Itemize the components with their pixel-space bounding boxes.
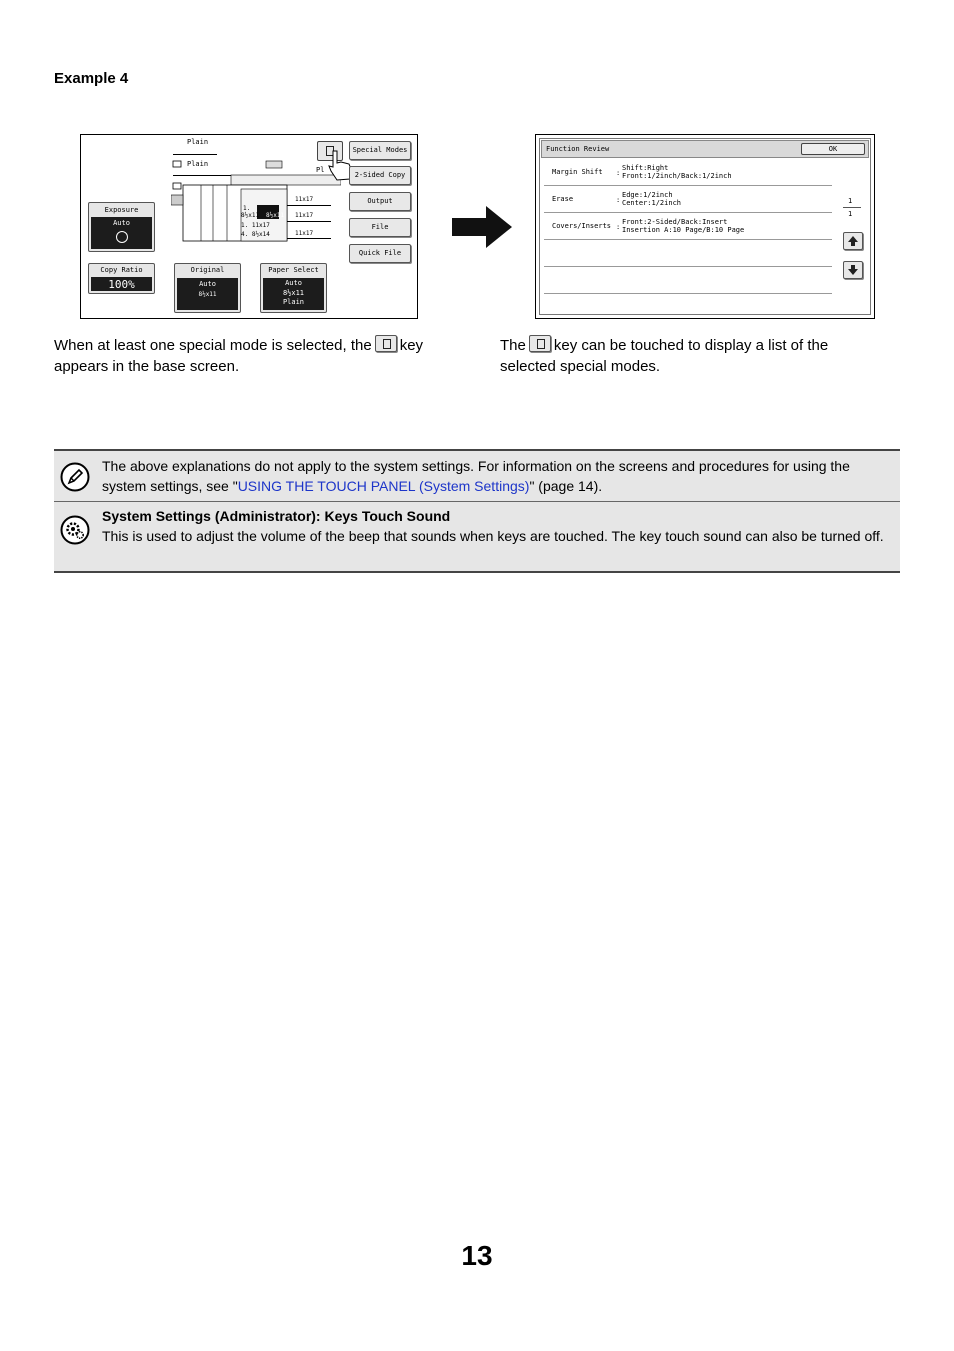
row-divider [544,293,832,294]
note-text-2 [102,507,892,546]
paper-select-key[interactable] [260,263,327,313]
function-review-key-icon [529,335,551,352]
function-review-title: Function Review [546,145,610,153]
original-value: Auto [199,280,216,288]
row-value-covers-inserts [622,218,744,234]
caption-left [54,335,469,377]
scroll-down-button[interactable] [843,261,863,279]
row-value-line1: Front:2-Sided/Back:Insert [622,218,728,226]
paper-select-label: Paper Select [268,266,319,274]
divider [173,154,217,155]
row-colon: : [616,196,621,204]
copy-ratio-label: Copy Ratio [100,266,143,274]
note-text-1 [102,457,892,496]
two-sided-copy-button[interactable]: 2-Sided Copy [349,166,411,185]
row-value-line2: Front:1/2inch/Back:1/2inch [622,172,732,180]
exposure-icon [116,231,128,243]
caption-right-text-1: The [500,337,526,354]
base-screen-illustration [80,134,418,319]
example-heading: Example 4 [54,70,129,87]
caption-left-text-2: key appears in the base screen. [54,337,424,375]
page-current: 1 [848,197,853,205]
original-key[interactable] [174,263,241,313]
tray-1: 1. [243,205,251,212]
tray-size-a: 11x17 [295,196,314,203]
arrow-down-icon [844,262,862,278]
plain-label-2: Plain [187,160,209,168]
system-settings-link[interactable]: USING THE TOUCH PANEL (System Settings) [237,477,530,494]
page-total: 1 [848,210,853,218]
function-review-screen [535,134,875,319]
note-text-1-after: " (page 14). [529,477,603,494]
row-value-line2: Insertion A:10 Page/B:10 Page [622,226,745,234]
page-divider [843,207,861,208]
function-review-title-bar [541,140,869,158]
divider [287,205,331,206]
page-number: 13 [461,1240,493,1271]
tray-size-c: 11x17 [295,230,314,237]
tray-size-b: 11x17 [295,212,314,219]
row-colon: : [616,169,621,177]
quick-file-button[interactable]: Quick File [349,244,411,263]
note-text-1-before: The above explanations do not apply to the system settings. For information on the screens and procedures for using the system settings, see " [102,458,850,494]
tray-3: 1. 11x17 [241,222,270,229]
divider [287,221,331,222]
paper-select-line3: Plain [282,298,305,306]
original-size: 8½x11 [198,291,217,298]
exposure-value: Auto [113,219,130,227]
file-button[interactable]: File [349,218,411,237]
original-label: Original [190,266,225,274]
row-divider [544,185,832,186]
row-name-covers-inserts: Covers/Inserts [552,222,612,230]
output-button[interactable]: Output [349,192,411,211]
caption-right-text-2: key can be touched to display a list of the selected special modes. [500,337,829,375]
paper-select-line1: Auto [285,279,302,287]
note-2-body: This is used to adjust the volume of the beep that sounds when keys are touched. The key touch sound can also be turned off. [102,527,884,544]
row-name-margin-shift: Margin Shift [552,168,603,176]
copy-ratio-key[interactable] [88,263,155,294]
paper-select-line2: 8½x11 [282,288,305,297]
special-modes-button[interactable]: Special Modes [349,141,411,160]
system-settings-gear-icon [60,515,90,545]
row-divider [544,212,832,213]
note-divider [54,501,900,502]
pl-label: Pl [316,166,325,174]
row-value-erase [622,191,681,207]
right-arrow-icon [452,206,512,248]
row-value-margin-shift [622,164,732,180]
caption-left-text-1: When at least one special mode is selected, the [54,337,372,354]
pencil-note-icon [60,462,90,492]
ok-button[interactable]: OK [801,143,865,155]
scroll-up-button[interactable] [843,232,863,250]
function-review-key-icon [375,335,397,352]
row-colon: : [616,223,621,231]
copy-ratio-value: 100% [91,277,152,291]
row-value-line1: Shift:Right [622,164,669,172]
exposure-label: Exposure [104,206,139,214]
note-2-title: System Settings (Administrator): Keys Touch Sound [102,508,451,524]
plain-label-1: Plain [187,138,209,146]
row-value-line2: Center:1/2inch [622,199,682,207]
tray-1-size: 8½x11 [241,212,260,219]
row-name-erase: Erase [552,195,574,203]
row-value-line1: Edge:1/2inch [622,191,673,199]
row-divider [544,239,832,240]
tray-4: 4. 8½x14 [241,231,270,238]
divider [287,238,331,239]
exposure-key[interactable] [88,202,155,252]
arrow-up-icon [844,233,862,249]
row-divider [544,266,832,267]
notes-box [54,449,900,573]
caption-right [500,335,880,377]
tray-2-size: 8½x11 [266,212,285,219]
